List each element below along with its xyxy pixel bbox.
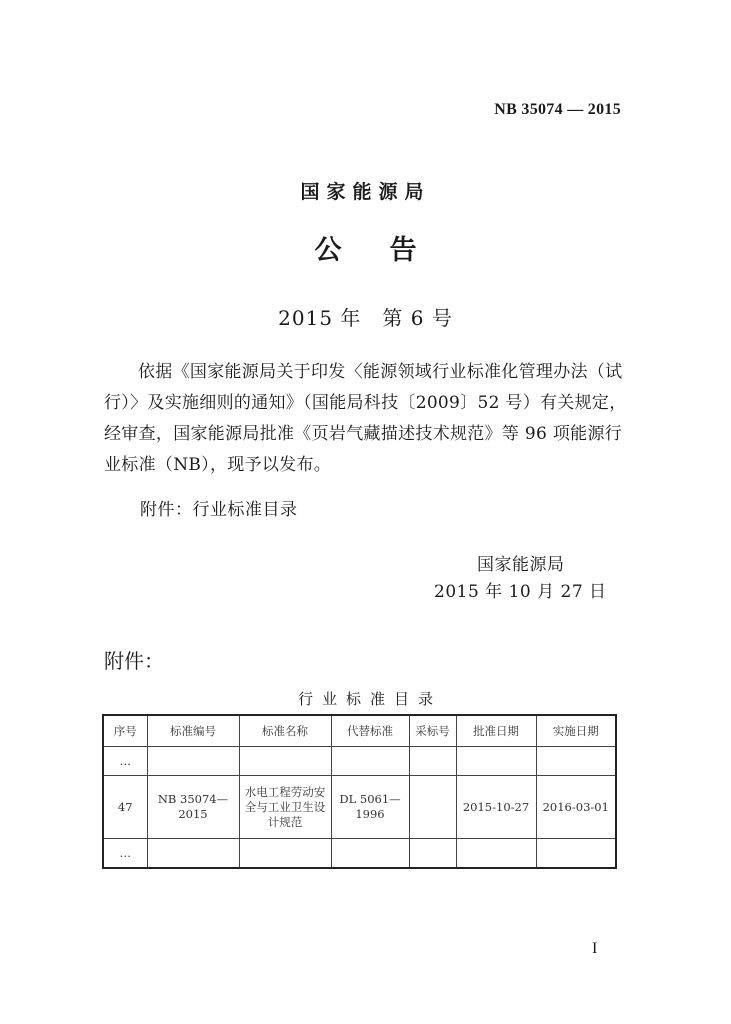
issuing-agency: 国家能源局 [300,181,431,203]
table-cell [409,839,456,869]
attachment-line: 附件：行业标准目录 [140,500,298,520]
table-cell [409,776,456,839]
page-number: I [592,940,598,957]
table-cell [147,839,239,869]
table-cell: DL 5061—1996 [331,776,409,839]
notice-number: 2015 年 第 6 号 [278,306,453,330]
table-cell [456,747,536,776]
table-cell: 2015-10-27 [456,776,536,839]
table-cell: 2016-03-01 [536,776,616,839]
column-header: 实施日期 [536,715,616,747]
table-cell: 水电工程劳动安全与工业卫生设计规范 [239,776,331,839]
table-cell: … [103,839,147,869]
table-cell [456,839,536,869]
table-cell [536,747,616,776]
notice-title: 公告 [314,235,465,266]
appendix-label: 附件： [104,649,164,673]
column-header: 序号 [103,715,147,747]
signature-date: 2015 年 10 月 27 日 [434,582,607,602]
notice-body-paragraph: 依据《国家能源局关于印发〈能源领域行业标准化管理办法（试行）〉及实施细则的通知》（国能局科技〔2009〕52 号）有关规定，经审查，国家能源局批准《页岩气藏描述技术规范》等 96 项能源行业标准（NB），现予以发布。 [104,362,627,475]
table-title: 行业标准目录 [297,690,442,708]
table-row [103,776,616,839]
table-cell [409,747,456,776]
column-header: 标准编号 [147,715,239,747]
table-cell [331,839,409,869]
table-cell: 47 [103,776,147,839]
table-cell: NB 35074—2015 [147,776,239,839]
table-row [103,747,616,776]
notice-body [104,357,634,481]
table-row [103,839,616,869]
table-cell [331,747,409,776]
table-cell [239,747,331,776]
column-header: 代替标准 [331,715,409,747]
table-cell: … [103,747,147,776]
column-header: 标准名称 [239,715,331,747]
column-header: 批准日期 [456,715,536,747]
standards-catalog-table [102,714,617,869]
table-cell [147,747,239,776]
table-header-row [103,715,616,747]
signature-org: 国家能源局 [477,555,565,575]
table-cell [536,839,616,869]
column-header: 采标号 [409,715,456,747]
standard-code: NB 35074 — 2015 [494,101,621,118]
table-cell [239,839,331,869]
